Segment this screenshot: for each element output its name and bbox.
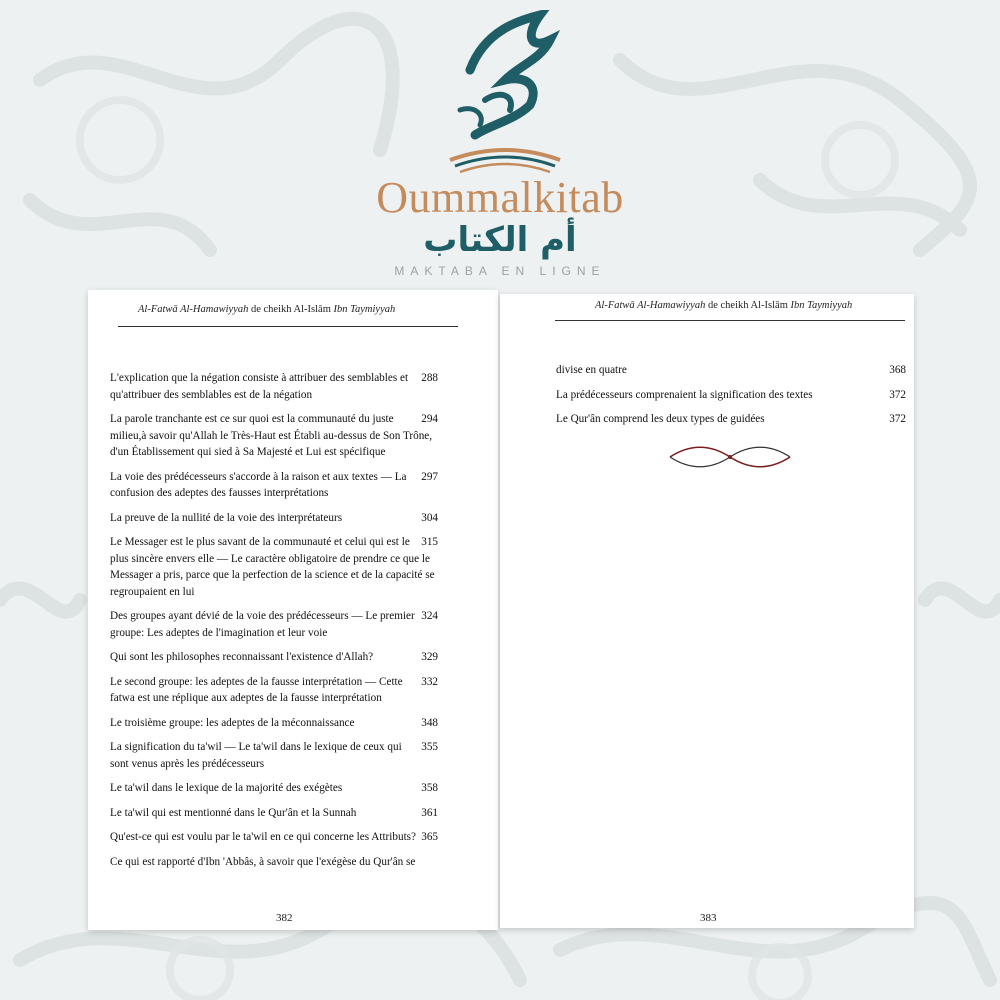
right-page <box>500 294 914 928</box>
toc-page-number: 358 <box>421 782 438 794</box>
ornament-flourish-icon <box>660 444 800 470</box>
toc-page-number: 372 <box>889 413 906 425</box>
toc-entry <box>110 780 438 797</box>
toc-entry <box>110 411 438 461</box>
toc-page-number: 297 <box>421 470 438 483</box>
toc-entry-text: Qu'est-ce qui est voulu par le ta'wil en ce qui concerne les Attributs? <box>110 831 416 843</box>
toc-page-number: 315 <box>421 536 438 548</box>
toc-entry-text: Le second groupe: les adeptes de la fausse interprétation — Cette fatwa est une réplique aux adeptes de la fausse interprétation <box>110 675 403 704</box>
toc-list <box>110 370 438 878</box>
toc-entry-text: Le troisième groupe: les adeptes de la méconnaissance <box>110 716 355 729</box>
toc-entry-text: Qui sont les philosophes reconnaissant l'existence d'Allah? <box>110 651 374 663</box>
toc-entry <box>110 805 438 822</box>
toc-page-number: 288 <box>421 372 438 384</box>
toc-entry <box>556 411 906 428</box>
toc-page-number: 361 <box>421 806 438 819</box>
brand-arabic: أم الكتاب <box>423 220 577 260</box>
toc-entry-text: divise en quatre <box>556 364 627 376</box>
toc-entry-text: Le ta'wil dans le lexique de la majorité des exégètes <box>110 782 343 794</box>
toc-entry-text: Le Messager est le plus savant de la communauté et celui qui est le plus sincère envers elle — Le caractère obligatoire de prendre ce que le Messager a pris, parce que la perfection de la science et de la capacité se regroupaient en lui <box>110 536 435 598</box>
toc-entry-text: La preuve de la nullité de la voie des interprétateurs <box>110 511 343 524</box>
toc-entry-text: La signification du ta'wil — Le ta'wil dans le lexique de ceux qui sont venus après les prédécesseurs <box>110 741 402 770</box>
toc-entry <box>556 387 906 404</box>
header-rule <box>118 326 458 327</box>
page-number: 382 <box>276 912 293 924</box>
toc-entry-text: Ce qui est rapporté d'Ibn 'Abbâs, à savoir que l'exégèse du Qur'ân se <box>110 855 416 868</box>
toc-entry <box>110 534 438 600</box>
running-header: Al-Fatwā Al-Hamawiyyah de cheikh Al-Islām Ibn Taymiyyah <box>595 300 853 311</box>
toc-entry <box>556 362 906 379</box>
toc-page-number: 304 <box>421 511 438 524</box>
toc-entry <box>110 510 438 527</box>
toc-entry <box>110 469 438 502</box>
toc-entry-text: Le Qur'ân comprend les deux types de guidées <box>556 413 765 425</box>
toc-entry <box>110 370 438 403</box>
toc-page-number: 372 <box>889 388 906 401</box>
page-number: 383 <box>700 912 717 924</box>
toc-page-number: 348 <box>421 716 438 729</box>
toc-entry-text: Le ta'wil qui est mentionné dans le Qur'ân et la Sunnah <box>110 806 357 819</box>
toc-page-number: 329 <box>421 651 438 663</box>
left-page <box>88 290 498 930</box>
toc-page-number: 332 <box>421 675 438 688</box>
brand-tagline: MAKTABA EN LIGNE <box>394 264 606 278</box>
logo <box>0 0 1000 290</box>
toc-entry <box>110 739 438 772</box>
toc-entry-text: La voie des prédécesseurs s'accorde à la raison et aux textes — La confusion des adeptes des fausses interprétations <box>110 470 407 499</box>
toc-entry <box>110 674 438 707</box>
toc-entry <box>110 829 438 846</box>
toc-page-number: 368 <box>889 364 906 376</box>
toc-entry-text: La parole tranchante est ce sur quoi est la communauté du juste milieu,à savoir qu'Allah le Très-Haut est Établi au-dessus de Son Trône, d'un Établissement qui sied à Sa Majesté et Lui est spécifique <box>110 413 433 458</box>
toc-entry <box>110 715 438 732</box>
toc-entry-text: Des groupes ayant dévié de la voie des prédécesseurs — Le premier groupe: Les adeptes de l'imagination et leur voie <box>110 610 415 639</box>
toc-entry <box>110 649 438 666</box>
toc-page-number: 324 <box>421 610 438 622</box>
calligraphy-book-logo-icon <box>430 10 580 180</box>
toc-entry <box>110 608 438 641</box>
toc-entry-text: La prédécesseurs comprenaient la signification des textes <box>556 388 813 401</box>
toc-entry-text: L'explication que la négation consiste à attribuer des semblables et qu'attribuer des semblables est de la négation <box>110 372 409 401</box>
toc-page-number: 294 <box>421 413 438 425</box>
toc-page-number: 355 <box>421 741 438 753</box>
toc-entry <box>110 854 438 871</box>
running-header: Al-Fatwā Al-Hamawiyyah de cheikh Al-Islām Ibn Taymiyyah <box>138 304 396 315</box>
brand-name: Oummalkitab <box>376 173 624 222</box>
open-book <box>88 290 914 930</box>
header-rule <box>555 320 905 321</box>
toc-list <box>556 362 906 436</box>
toc-page-number: 365 <box>421 831 438 843</box>
